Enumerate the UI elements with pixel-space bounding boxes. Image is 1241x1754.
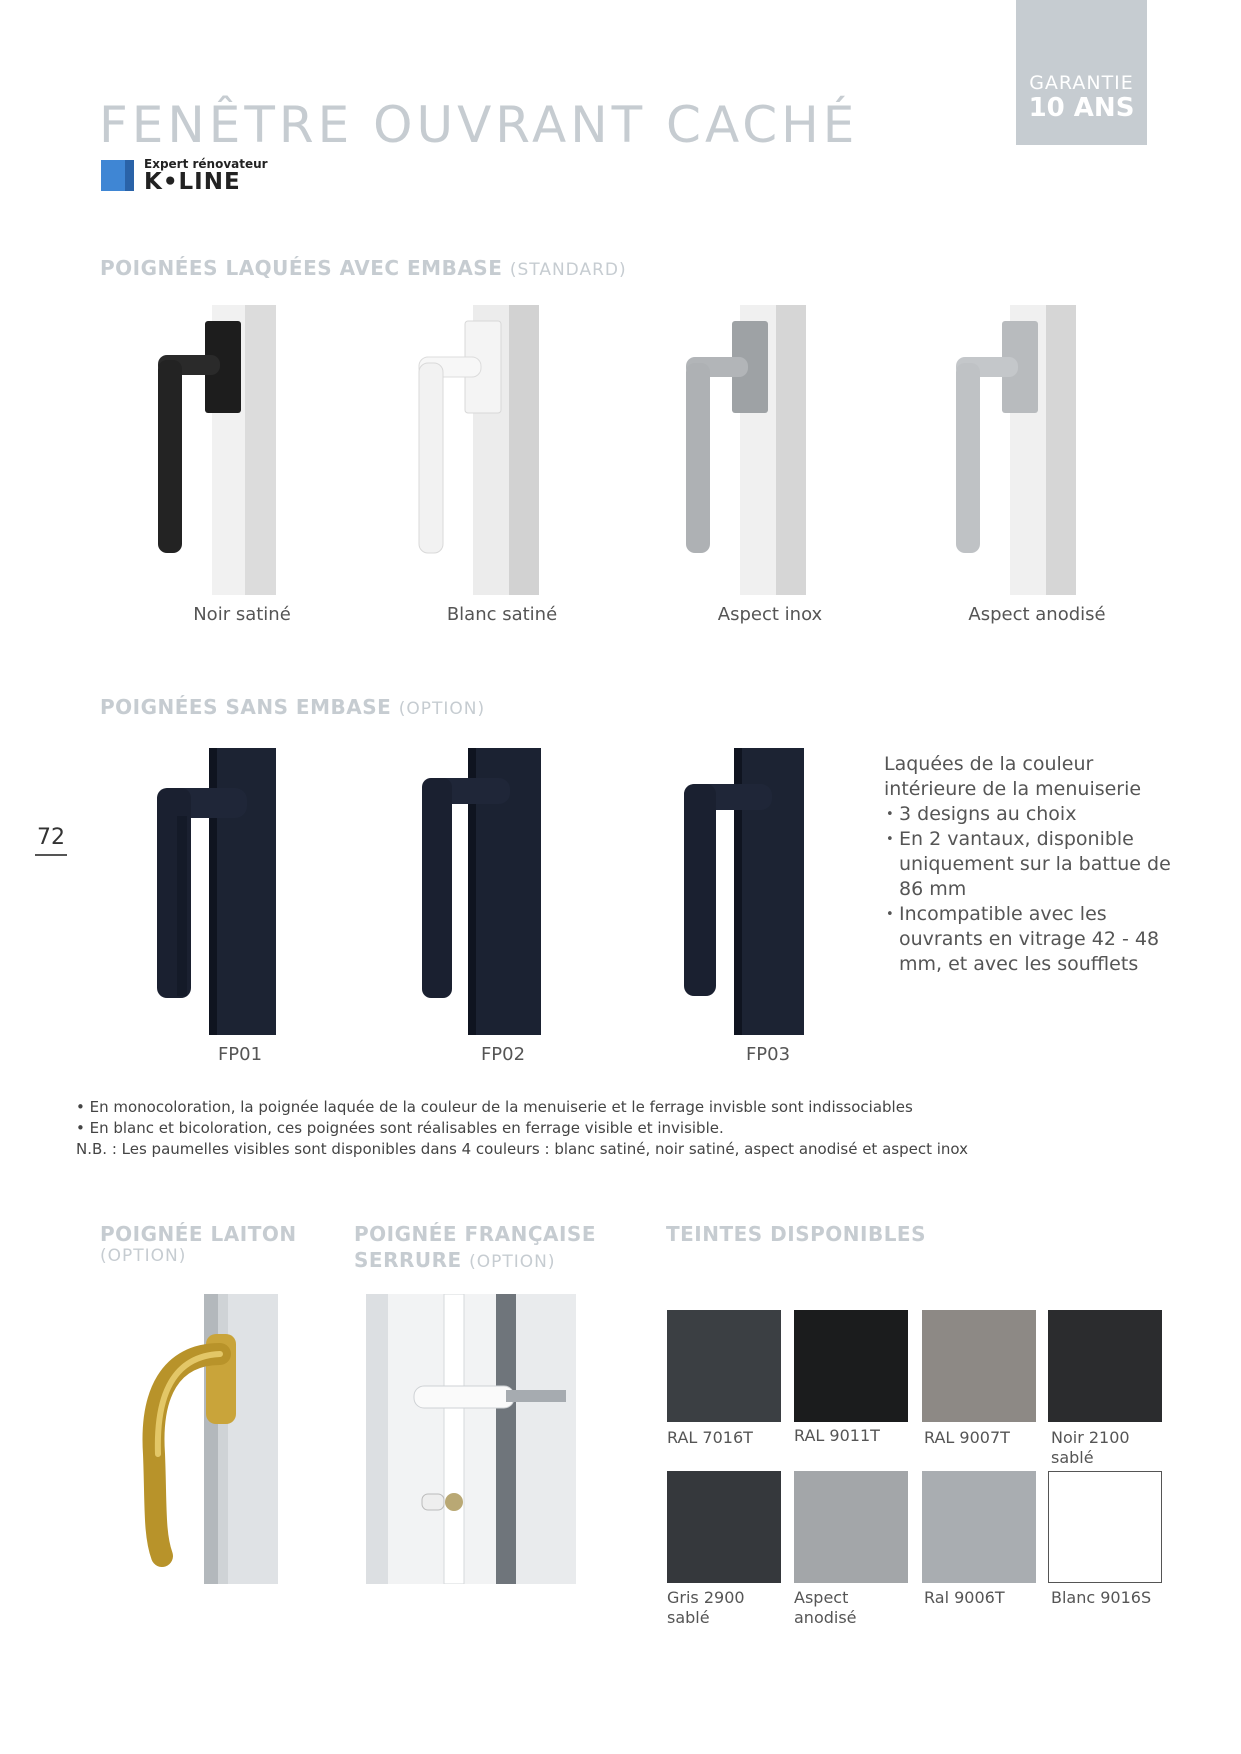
caption-fp01: FP01 (217, 1044, 263, 1065)
swatch-ral-7016t (667, 1310, 781, 1422)
note-line: N.B. : Les paumelles visibles sont disponibles dans 4 couleurs : blanc satiné, noir satiné, aspect anodisé et aspect inox (76, 1140, 968, 1158)
swatch-label: RAL 7016T (667, 1428, 753, 1447)
caption-inox: Aspect inox (717, 604, 823, 625)
section-francaise-title: POIGNÉE FRANÇAISE SERRURE (OPTION) (354, 1222, 596, 1272)
swatch-label: Ral 9006T (924, 1588, 1005, 1607)
swatch-label: RAL 9007T (924, 1428, 1010, 1447)
caption-anodise: Aspect anodisé (968, 604, 1106, 625)
swatch-ral-9007t (922, 1310, 1036, 1422)
section-standard-title: POIGNÉES LAQUÉES AVEC EMBASE (STANDARD) (100, 256, 627, 280)
swatch-blanc-9016s (1048, 1471, 1162, 1583)
handle-image-inox (680, 305, 810, 595)
swatch-noir-2100 (1048, 1310, 1162, 1422)
guarantee-years: 10 ANS (1028, 93, 1135, 123)
section-teintes-title: TEINTES DISPONIBLES (666, 1222, 926, 1246)
handle-image-fp02 (420, 748, 550, 1035)
option-description (884, 752, 1184, 977)
guarantee-badge (1016, 0, 1147, 145)
swatch-label: Noir 2100 sablé (1051, 1428, 1130, 1467)
swatch-label: Blanc 9016S (1051, 1588, 1152, 1607)
note-line: • En monocoloration, la poignée laquée de la couleur de la menuiserie et le ferrage invisble sont indissociables (76, 1098, 913, 1116)
kline-logo (101, 157, 271, 195)
caption-noir: Noir satiné (193, 604, 291, 625)
bullet-item: • Incompatible avec les ouvrants en vitrage 42 - 48 mm, et avec les soufflets (884, 902, 1184, 977)
swatch-ral-9006t (922, 1471, 1036, 1583)
caption-fp02: FP02 (480, 1044, 526, 1065)
bullet-item: • 3 designs au choix (884, 802, 1184, 827)
notes-block (76, 1097, 1176, 1160)
swatch-label: RAL 9011T (794, 1426, 880, 1445)
logo-tagline: Expert rénovateur (144, 157, 268, 171)
section-option-title: POIGNÉES SANS EMBASE (OPTION) (100, 695, 486, 719)
swatch-label: Aspect anodisé (794, 1588, 857, 1627)
guarantee-label: GARANTIE (1029, 72, 1134, 94)
handle-image-fp01 (155, 748, 285, 1035)
description-intro: Laquées de la couleur intérieure de la menuiserie (884, 753, 1142, 800)
caption-blanc: Blanc satiné (446, 604, 558, 625)
swatch-gris-2900 (667, 1471, 781, 1583)
logo-brand: K•LINE (144, 169, 241, 195)
handle-image-fp03 (682, 748, 812, 1035)
swatch-label: Gris 2900 sablé (667, 1588, 745, 1627)
swatch-aspect-anodise (794, 1471, 908, 1583)
bullet-item: • En 2 vantaux, disponible uniquement sur la battue de 86 mm (884, 827, 1184, 902)
swatch-ral-9011t (794, 1310, 908, 1422)
section-laiton-title: POIGNÉE LAITON (OPTION) (100, 1222, 297, 1266)
handle-image-anodise (950, 305, 1080, 595)
handle-image-laiton (140, 1294, 280, 1584)
handle-image-francaise (366, 1294, 576, 1584)
handle-image-blanc (413, 305, 543, 595)
handle-image-noir (150, 305, 280, 595)
page-title: FENÊTRE OUVRANT CACHÉ (99, 96, 859, 154)
page-number: 72 (35, 825, 67, 856)
caption-fp03: FP03 (745, 1044, 791, 1065)
note-line: • En blanc et bicoloration, ces poignées sont réalisables en ferrage visible et invisible. (76, 1119, 724, 1137)
